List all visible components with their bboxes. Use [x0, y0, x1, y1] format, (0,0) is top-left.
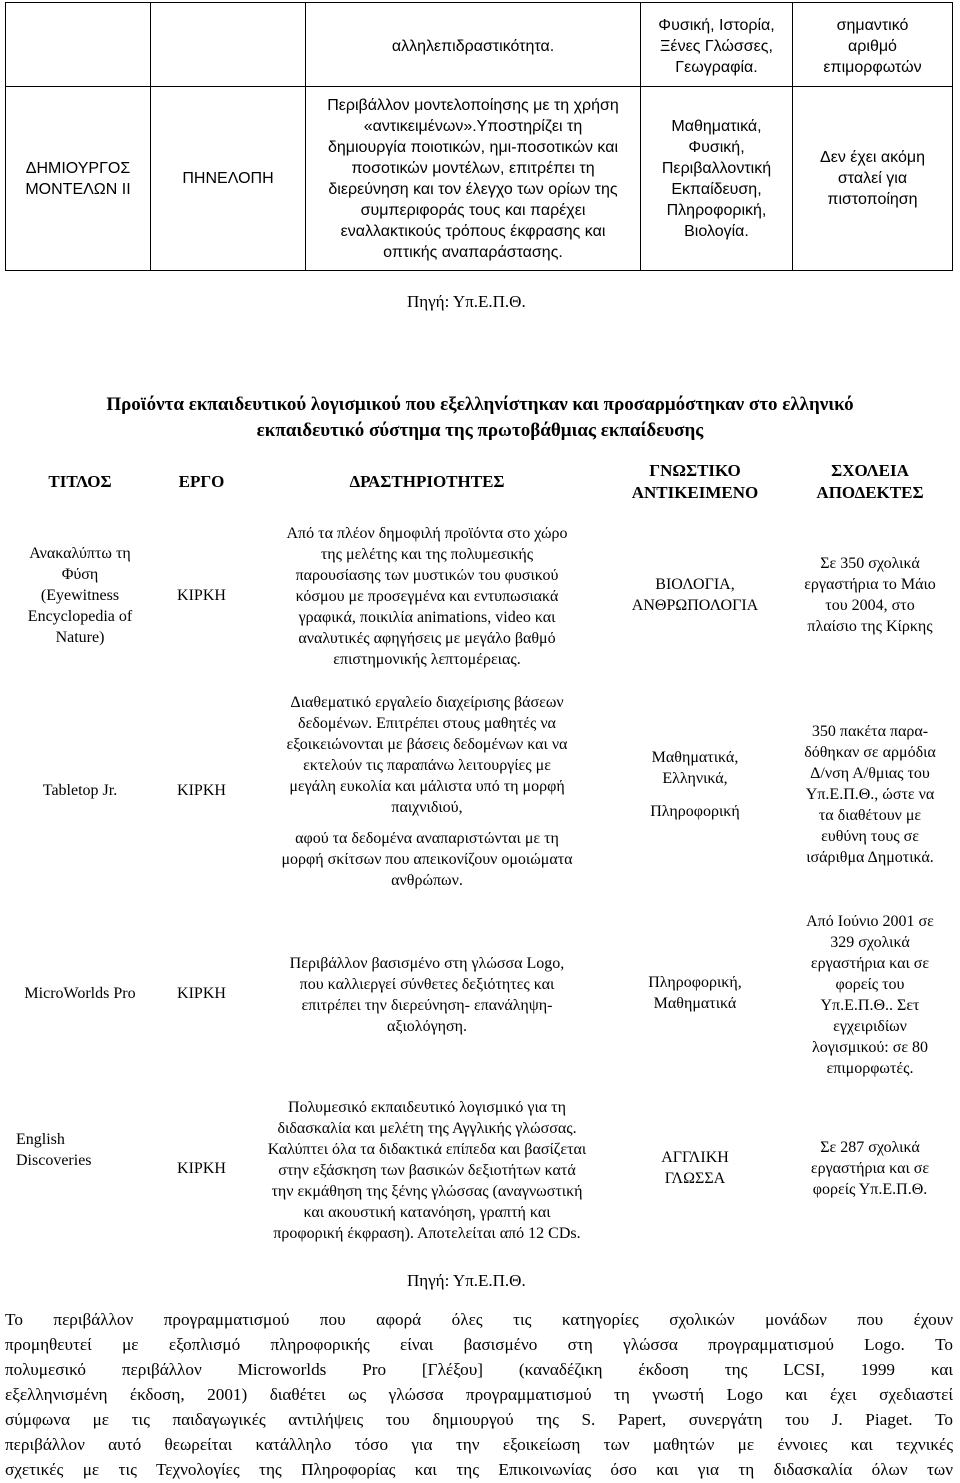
- table-row-4-schools: Σε 287 σχολικά εργαστήρια και σε φορείς Υπ.Ε.Π.Θ.: [810, 1138, 930, 1198]
- table-row-1-work: ΚΙΡΚΗ: [177, 586, 226, 604]
- section-title: Προϊόντα εκπαιδευτικού λογισμικού που εξελληνίστηκαν και προσαρμόστηκαν στο ελληνικό εκπαιδευτικό σύστημα της πρωτοβάθμιας εκπαίδευσης: [106, 394, 854, 441]
- table-row-1-title: Ανακαλύπτω τη Φύση (Eyewitness Encyclopedia of Nature): [27, 544, 133, 646]
- header-schools: ΣΧΟΛΕΙΑ ΑΠΟΔΕΚΤΕΣ: [816, 461, 924, 502]
- table-row-2-schools: 350 πακέτα παρα- δόθηκαν σε αρμόδια Δ/νση Α/θμιας του Υπ.Ε.Π.Θ., ώστε να τα διαθέτουν με ευθύνη τους σε ισάριθμα Δημοτικά.: [804, 723, 936, 866]
- table-bottom-source: Πηγή: Υπ.Ε.Π.Θ.: [407, 1271, 526, 1290]
- table-top-row1-activity: αλληλεπιδραστικότητα.: [391, 37, 555, 55]
- header-subject: ΓΝΩΣΤΙΚΟ ΑΝΤΙΚΕΙΜΕΝΟ: [631, 461, 759, 502]
- table-top-row2-title: ΔΗΜΙΟΥΡΓΟΣ ΜΟΝΤΕΛΩΝ ΙΙ: [25, 159, 131, 198]
- table-row-2-work: ΚΙΡΚΗ: [177, 781, 226, 799]
- table-row-3-work: ΚΙΡΚΗ: [177, 984, 226, 1002]
- table-row-2-activity: Διαθεματικό εργαλείο διαχείρισης βάσεων δεδομένων. Επιτρέπει στους μαθητές να εξοικειώνονται με βάσεις δεδομένων και να εκτελούν τις παραπάνω λειτουργίες με μεγάλη ευκολία και μάλιστα υπό τη μορφή παιχνιδιού, αφού τα δεδομένα αναπαριστώνται με τη μορφή σκίτσων που απεικονίζουν ομοιώματα ανθρώπων.: [281, 694, 573, 889]
- table-top-row2-activity: Περιβάλλον μοντελοποίησης με τη χρήση «αντικειμένων».Υποστηρίζει τη δημιουργία ποιοτικών, ημι-ποσοτικών και ποσοτικών μοντέλων, επιτρέπει τη διερεύνηση και τον έλεγχο των ορίων της συμπεριφοράς τους και παρέχει εναλλακτικούς τρόπους έκφρασης και οπτικής αναπαράστασης.: [327, 97, 619, 261]
- table-row-3-activity: Περιβάλλον βασισμένο στη γλώσσα Logo, που καλλιεργεί σύνθετες δεξιότητες και επιτρέπει την διερεύνηση- επανάληψη- αξιολόγηση.: [289, 955, 565, 1035]
- table-row-1-subject: ΒΙΟΛΟΓΙΑ, ΑΝΘΡΩΠΟΛΟΓΙΑ: [631, 576, 759, 614]
- header-activity: ΔΡΑΣΤΗΡΙΟΤΗΤΕΣ: [349, 472, 505, 491]
- table-top-source: Πηγή: Υπ.Ε.Π.Θ.: [407, 292, 526, 311]
- table-row-2-title: Tabletop Jr.: [42, 781, 118, 799]
- table-row-3-title: MicroWorlds Pro: [24, 984, 136, 1002]
- table-row-4-subject: ΑΓΓΛΙΚΗ ΓΛΩΣΣΑ: [661, 1149, 729, 1187]
- header-work: ΕΡΓΟ: [178, 472, 225, 491]
- table-row-4-work: ΚΙΡΚΗ: [177, 1159, 226, 1177]
- table-top-row1-subject: Φυσική, Ιστορία, Ξένες Γλώσσες, Γεωγραφία.: [658, 16, 775, 76]
- table-top-row2-subject: Μαθηματικά, Φυσική, Περιβαλλοντική Εκπαίδευση, Πληροφορική, Βιολογία.: [661, 117, 772, 240]
- table-top-row1-schools: σημαντικό αριθμό επιμορφωτών: [823, 16, 922, 76]
- table-row-4-title: English Discoveries: [16, 1131, 92, 1169]
- table-top-row2-work: ΠΗΝΕΛΟΠΗ: [182, 170, 274, 187]
- header-title: ΤΙΤΛΟΣ: [48, 472, 112, 491]
- table-top-row2-schools: Δεν έχει ακόμη σταλεί για πιστοποίηση: [820, 149, 925, 208]
- table-row-1-schools: Σε 350 σχολικά εργαστήρια το Μάιο του 2004, στο πλαίσιο της Κίρκης: [804, 555, 936, 635]
- table-row-3-subject: Πληροφορική, Μαθηματικά: [648, 974, 742, 1012]
- table-row-2-subject: Μαθηματικά, Ελληνικά, Πληροφορική: [650, 749, 740, 820]
- table-row-3-schools: Από Ιούνιο 2001 σε 329 σχολικά εργαστήρια και σε φορείς του Υπ.Ε.Π.Θ.. Σετ εγχειριδίων λογισμικού: σε 80 επιμορφωτές.: [806, 913, 934, 1077]
- table-row-1-activity: Από τα πλέον δημοφιλή προϊόντα στο χώρο της μελέτης και της πολυμεσικής παρουσίασης των μυστικών του φυσικού κόσμου με προσεγμένα και εντυπωσιακά γραφικά, ποικιλία animations, video και αναλυτικές αφηγήσεις με μεγάλο βαθμό επιστημονικής λεπτομέρειας.: [286, 524, 568, 668]
- body-paragraph: Το περιβάλλον προγραμματισμού που αφορά όλες τις κατηγορίες σχολικών μονάδων που έχουν προμηθευτεί με εξοπλισμό πληροφορικής είναι βασισμένο στη γλώσσα προγραμματισμού Logo. Το πολυμεσικό περιβάλλον Microworlds Pro [Γλέξου] (καναδέζικη έκδοση της LCSI, 1999 και εξελληνισμένη έκδοση, 2001) διαθέτει ως γλώσσα προγραμματισμού τη γνωστή Logo και έχει σχεδιαστεί σύμφωνα με τις παιδαγωγικές αντιλήψεις του δημιουργού της S. Papert, συνεργάτη του J. Piaget. Το περιβάλλον αυτό θεωρείται κατάλληλο τόσο για την εξοικείωση των μαθητών με έννοιες και τεχνικές σχετικές με τις Τεχνολογίες της Πληροφορίας και της Επικοινωνίας όσο και για τη διδασκαλία όλων των: [5, 1310, 953, 1479]
- table-row-4-activity: Πολυμεσικό εκπαιδευτικό λογισμικό για τη διδασκαλία και μελέτη της Αγγλικής γλώσσας. Καλύπτει όλα τα διδακτικά επίπεδα και βασίζεται στην εξάσκηση των βασικών δεξιοτήτων κατά την εκμάθηση της ξένης γλώσσας (αναγνωστική και ακουστική κατανόηση, γραπτή και προφορική έκφραση). Αποτελείται από 12 CDs.: [267, 1099, 587, 1242]
